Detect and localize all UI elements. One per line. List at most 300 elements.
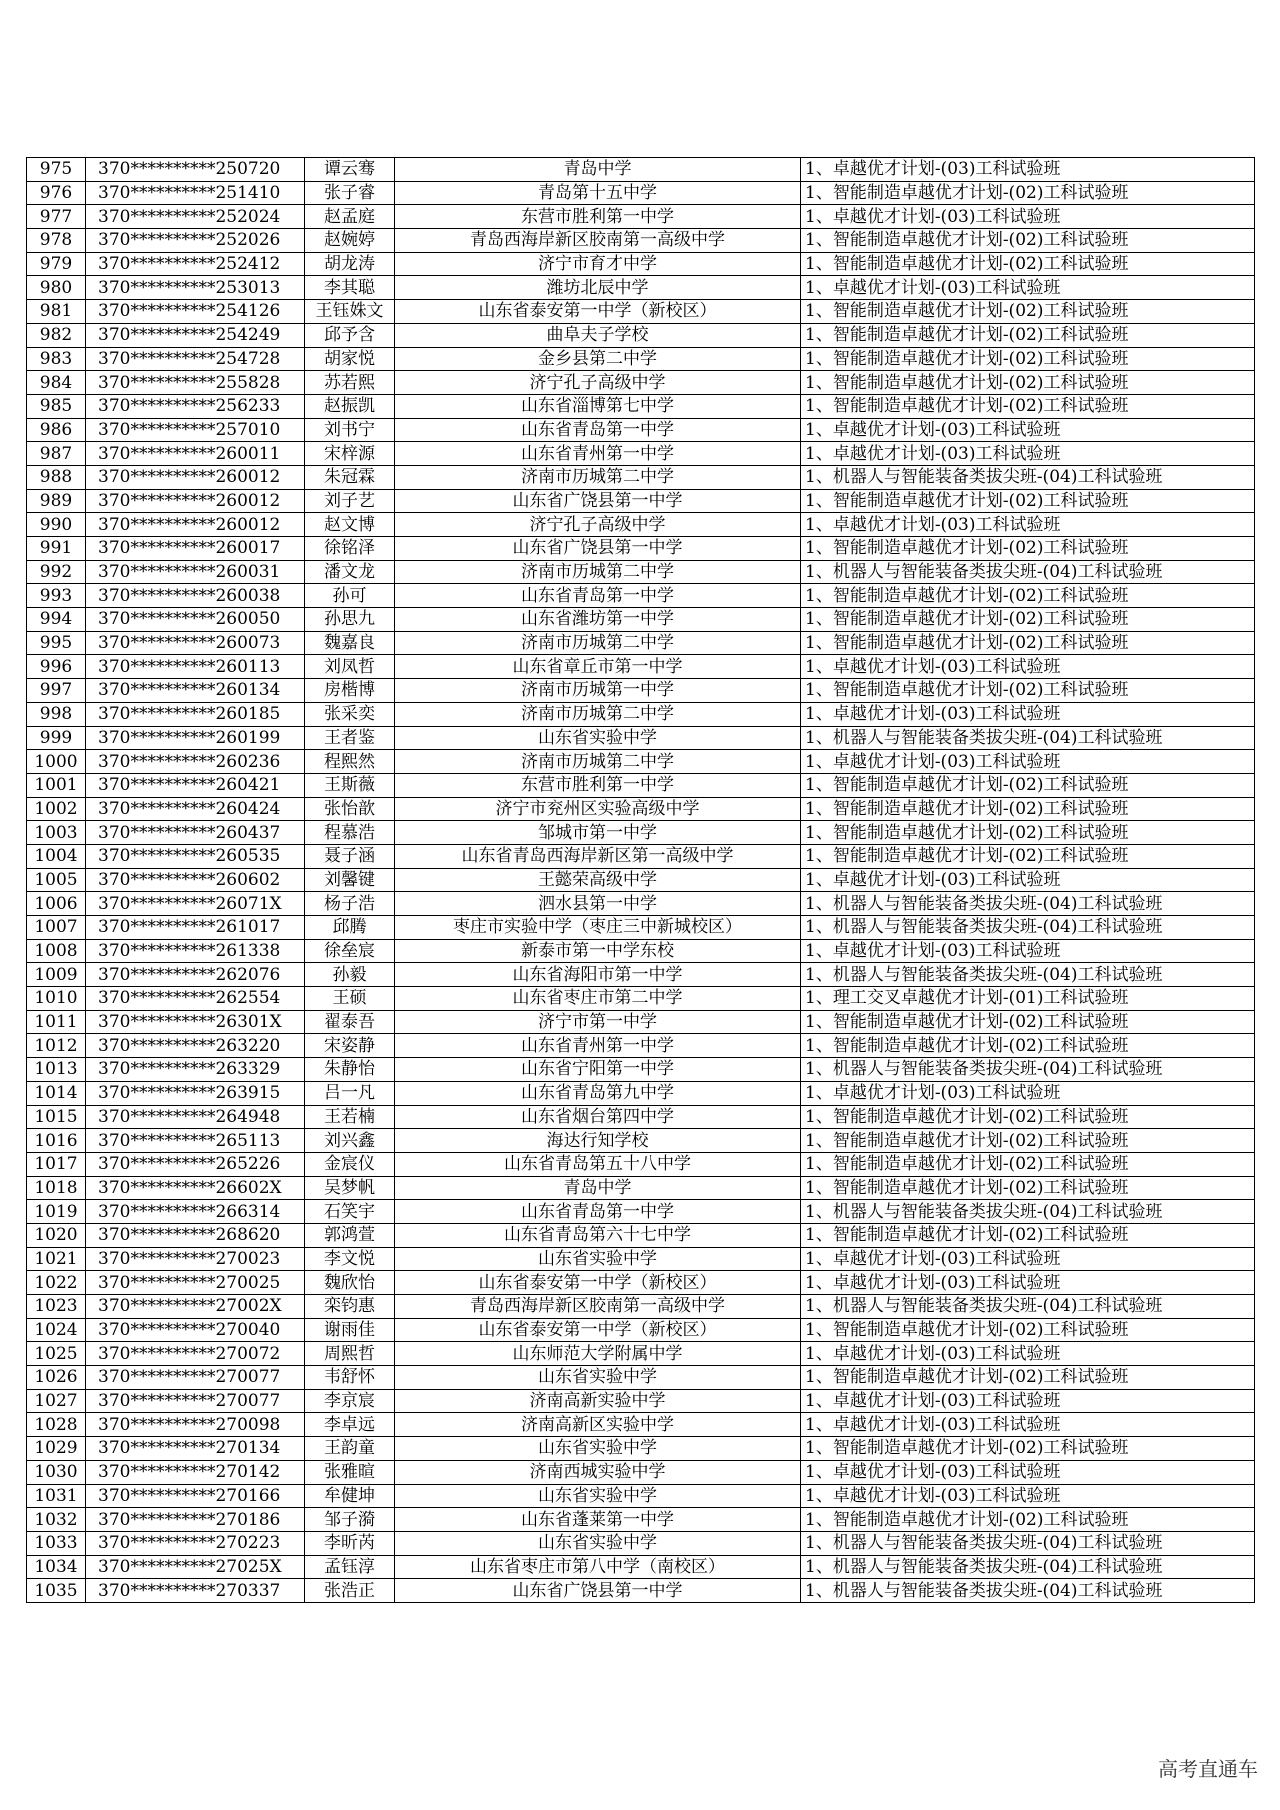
id-number-cell: 370**********260012	[86, 489, 305, 513]
program-name-cell: 1、智能制造卓越优才计划-(02)工科试验班	[801, 1034, 1255, 1058]
table-row	[27, 773, 1255, 797]
row-number-cell: 992	[27, 560, 86, 584]
table-row	[27, 916, 1255, 940]
table-row	[27, 371, 1255, 395]
table-row	[27, 205, 1255, 229]
program-name-cell: 1、智能制造卓越优才计划-(02)工科试验班	[801, 584, 1255, 608]
school-name-cell: 山东省广饶县第一中学	[395, 489, 801, 513]
student-name-cell: 谭云骞	[305, 158, 395, 182]
student-name-cell: 刘书宁	[305, 418, 395, 442]
id-number-cell: 370**********262076	[86, 963, 305, 987]
id-number-cell: 370**********261017	[86, 916, 305, 940]
school-name-cell: 潍坊北辰中学	[395, 276, 801, 300]
program-name-cell: 1、智能制造卓越优才计划-(02)工科试验班	[801, 323, 1255, 347]
table-row	[27, 1413, 1255, 1437]
school-name-cell: 泗水县第一中学	[395, 892, 801, 916]
student-name-cell: 张雅暄	[305, 1460, 395, 1484]
row-number-cell: 976	[27, 181, 86, 205]
table-row	[27, 1531, 1255, 1555]
student-name-cell: 房楷博	[305, 679, 395, 703]
id-number-cell: 370**********263329	[86, 1058, 305, 1082]
student-name-cell: 宋姿静	[305, 1034, 395, 1058]
id-number-cell: 370**********260535	[86, 844, 305, 868]
student-name-cell: 李文悦	[305, 1247, 395, 1271]
table-row	[27, 1058, 1255, 1082]
school-name-cell: 山东省淄博第七中学	[395, 394, 801, 418]
program-name-cell: 1、机器人与智能装备类拔尖班-(04)工科试验班	[801, 726, 1255, 750]
student-name-cell: 张子睿	[305, 181, 395, 205]
school-name-cell: 济宁市兖州区实验高级中学	[395, 797, 801, 821]
table-row	[27, 1579, 1255, 1603]
row-number-cell: 1013	[27, 1058, 86, 1082]
school-name-cell: 山东省青岛西海岸新区第一高级中学	[395, 844, 801, 868]
table-row	[27, 892, 1255, 916]
program-name-cell: 1、卓越优才计划-(03)工科试验班	[801, 418, 1255, 442]
table-row	[27, 608, 1255, 632]
row-number-cell: 1022	[27, 1271, 86, 1295]
table-row	[27, 394, 1255, 418]
student-name-cell: 王者鉴	[305, 726, 395, 750]
school-name-cell: 济南高新区实验中学	[395, 1413, 801, 1437]
table-row	[27, 323, 1255, 347]
student-name-cell: 朱静怡	[305, 1058, 395, 1082]
id-number-cell: 370**********270025	[86, 1271, 305, 1295]
student-name-cell: 胡龙涛	[305, 252, 395, 276]
id-number-cell: 370**********251410	[86, 181, 305, 205]
program-name-cell: 1、卓越优才计划-(03)工科试验班	[801, 158, 1255, 182]
row-number-cell: 981	[27, 300, 86, 324]
table-row	[27, 1010, 1255, 1034]
student-name-cell: 郭鸿萱	[305, 1223, 395, 1247]
program-name-cell: 1、智能制造卓越优才计划-(02)工科试验班	[801, 300, 1255, 324]
row-number-cell: 978	[27, 229, 86, 253]
table-row	[27, 1342, 1255, 1366]
id-number-cell: 370**********265113	[86, 1129, 305, 1153]
id-number-cell: 370**********260134	[86, 679, 305, 703]
student-name-cell: 王钰姝文	[305, 300, 395, 324]
program-name-cell: 1、智能制造卓越优才计划-(02)工科试验班	[801, 821, 1255, 845]
id-number-cell: 370**********27002X	[86, 1295, 305, 1319]
id-number-cell: 370**********270337	[86, 1579, 305, 1603]
school-name-cell: 山东省青岛第一中学	[395, 584, 801, 608]
student-name-cell: 魏欣怡	[305, 1271, 395, 1295]
program-name-cell: 1、卓越优才计划-(03)工科试验班	[801, 750, 1255, 774]
student-name-cell: 孙毅	[305, 963, 395, 987]
row-number-cell: 1020	[27, 1223, 86, 1247]
student-name-cell: 孙可	[305, 584, 395, 608]
student-name-cell: 张怡歆	[305, 797, 395, 821]
program-name-cell: 1、智能制造卓越优才计划-(02)工科试验班	[801, 1105, 1255, 1129]
table-row	[27, 1129, 1255, 1153]
school-name-cell: 山东省潍坊第一中学	[395, 608, 801, 632]
id-number-cell: 370**********270040	[86, 1318, 305, 1342]
table-row	[27, 560, 1255, 584]
student-name-cell: 刘凤哲	[305, 655, 395, 679]
row-number-cell: 991	[27, 537, 86, 561]
school-name-cell: 山东省实验中学	[395, 1531, 801, 1555]
student-name-cell: 程慕浩	[305, 821, 395, 845]
table-row	[27, 1460, 1255, 1484]
student-name-cell: 邱予含	[305, 323, 395, 347]
row-number-cell: 985	[27, 394, 86, 418]
program-name-cell: 1、智能制造卓越优才计划-(02)工科试验班	[801, 1152, 1255, 1176]
table-row	[27, 1555, 1255, 1579]
row-number-cell: 986	[27, 418, 86, 442]
school-name-cell: 济南西城实验中学	[395, 1460, 801, 1484]
student-name-cell: 邹子漪	[305, 1508, 395, 1532]
school-name-cell: 济南高新实验中学	[395, 1389, 801, 1413]
id-number-cell: 370**********270098	[86, 1413, 305, 1437]
school-name-cell: 山东省烟台第四中学	[395, 1105, 801, 1129]
school-name-cell: 王懿荣高级中学	[395, 868, 801, 892]
school-name-cell: 枣庄市实验中学（枣庄三中新城校区）	[395, 916, 801, 940]
program-name-cell: 1、卓越优才计划-(03)工科试验班	[801, 1247, 1255, 1271]
table-row	[27, 1152, 1255, 1176]
school-name-cell: 济宁孔子高级中学	[395, 371, 801, 395]
school-name-cell: 青岛中学	[395, 1176, 801, 1200]
program-name-cell: 1、智能制造卓越优才计划-(02)工科试验班	[801, 1318, 1255, 1342]
student-name-cell: 张浩正	[305, 1579, 395, 1603]
school-name-cell: 青岛第十五中学	[395, 181, 801, 205]
id-number-cell: 370**********254126	[86, 300, 305, 324]
school-name-cell: 山东省实验中学	[395, 1247, 801, 1271]
student-name-cell: 聂子涵	[305, 844, 395, 868]
program-name-cell: 1、机器人与智能装备类拔尖班-(04)工科试验班	[801, 560, 1255, 584]
id-number-cell: 370**********252026	[86, 229, 305, 253]
school-name-cell: 海达行知学校	[395, 1129, 801, 1153]
row-number-cell: 996	[27, 655, 86, 679]
id-number-cell: 370**********253013	[86, 276, 305, 300]
student-name-cell: 栾钧惠	[305, 1295, 395, 1319]
table-row	[27, 158, 1255, 182]
school-name-cell: 山东省泰安第一中学（新校区）	[395, 1271, 801, 1295]
student-name-cell: 韦舒怀	[305, 1366, 395, 1390]
student-name-cell: 孙思九	[305, 608, 395, 632]
program-name-cell: 1、卓越优才计划-(03)工科试验班	[801, 1389, 1255, 1413]
id-number-cell: 370**********260050	[86, 608, 305, 632]
row-number-cell: 994	[27, 608, 86, 632]
row-number-cell: 1001	[27, 773, 86, 797]
row-number-cell: 1003	[27, 821, 86, 845]
table-row	[27, 1508, 1255, 1532]
table-row	[27, 1176, 1255, 1200]
row-number-cell: 980	[27, 276, 86, 300]
row-number-cell: 1007	[27, 916, 86, 940]
school-name-cell: 山东省实验中学	[395, 1366, 801, 1390]
row-number-cell: 1011	[27, 1010, 86, 1034]
program-name-cell: 1、智能制造卓越优才计划-(02)工科试验班	[801, 1223, 1255, 1247]
program-name-cell: 1、智能制造卓越优才计划-(02)工科试验班	[801, 608, 1255, 632]
row-number-cell: 988	[27, 465, 86, 489]
student-name-cell: 朱冠霖	[305, 465, 395, 489]
table-row	[27, 537, 1255, 561]
school-name-cell: 青岛西海岸新区胶南第一高级中学	[395, 229, 801, 253]
school-name-cell: 山东省青岛第一中学	[395, 1200, 801, 1224]
school-name-cell: 东营市胜利第一中学	[395, 773, 801, 797]
school-name-cell: 山东省泰安第一中学（新校区）	[395, 300, 801, 324]
id-number-cell: 370**********270077	[86, 1389, 305, 1413]
program-name-cell: 1、卓越优才计划-(03)工科试验班	[801, 205, 1255, 229]
school-name-cell: 东营市胜利第一中学	[395, 205, 801, 229]
school-name-cell: 济南市历城第二中学	[395, 702, 801, 726]
id-number-cell: 370**********263220	[86, 1034, 305, 1058]
program-name-cell: 1、智能制造卓越优才计划-(02)工科试验班	[801, 489, 1255, 513]
school-name-cell: 青岛西海岸新区胶南第一高级中学	[395, 1295, 801, 1319]
table-row	[27, 489, 1255, 513]
table-row	[27, 442, 1255, 466]
school-name-cell: 山东省实验中学	[395, 726, 801, 750]
table-row	[27, 1389, 1255, 1413]
row-number-cell: 1002	[27, 797, 86, 821]
program-name-cell: 1、卓越优才计划-(03)工科试验班	[801, 1413, 1255, 1437]
program-name-cell: 1、卓越优才计划-(03)工科试验班	[801, 442, 1255, 466]
table-row	[27, 1034, 1255, 1058]
row-number-cell: 989	[27, 489, 86, 513]
school-name-cell: 山东省蓬莱第一中学	[395, 1508, 801, 1532]
program-name-cell: 1、卓越优才计划-(03)工科试验班	[801, 868, 1255, 892]
table-row	[27, 963, 1255, 987]
student-name-cell: 魏嘉良	[305, 631, 395, 655]
id-number-cell: 370**********260199	[86, 726, 305, 750]
program-name-cell: 1、机器人与智能装备类拔尖班-(04)工科试验班	[801, 1058, 1255, 1082]
table-row	[27, 679, 1255, 703]
program-name-cell: 1、智能制造卓越优才计划-(02)工科试验班	[801, 537, 1255, 561]
student-name-cell: 赵文博	[305, 513, 395, 537]
id-number-cell: 370**********264948	[86, 1105, 305, 1129]
row-number-cell: 1032	[27, 1508, 86, 1532]
program-name-cell: 1、机器人与智能装备类拔尖班-(04)工科试验班	[801, 963, 1255, 987]
school-name-cell: 邹城市第一中学	[395, 821, 801, 845]
row-number-cell: 983	[27, 347, 86, 371]
row-number-cell: 1030	[27, 1460, 86, 1484]
student-name-cell: 宋梓源	[305, 442, 395, 466]
id-number-cell: 370**********262554	[86, 987, 305, 1011]
school-name-cell: 金乡县第二中学	[395, 347, 801, 371]
table-row	[27, 726, 1255, 750]
table-row	[27, 631, 1255, 655]
program-name-cell: 1、卓越优才计划-(03)工科试验班	[801, 513, 1255, 537]
row-number-cell: 1017	[27, 1152, 86, 1176]
student-name-cell: 王韵童	[305, 1437, 395, 1461]
school-name-cell: 山东省实验中学	[395, 1437, 801, 1461]
school-name-cell: 山东省泰安第一中学（新校区）	[395, 1318, 801, 1342]
id-number-cell: 370**********270166	[86, 1484, 305, 1508]
program-name-cell: 1、卓越优才计划-(03)工科试验班	[801, 1484, 1255, 1508]
table-row	[27, 797, 1255, 821]
student-name-cell: 潘文龙	[305, 560, 395, 584]
row-number-cell: 1033	[27, 1531, 86, 1555]
id-number-cell: 370**********255828	[86, 371, 305, 395]
school-name-cell: 新泰市第一中学东校	[395, 939, 801, 963]
row-number-cell: 1005	[27, 868, 86, 892]
table-row	[27, 750, 1255, 774]
student-name-cell: 石笑宇	[305, 1200, 395, 1224]
table-row	[27, 1437, 1255, 1461]
program-name-cell: 1、机器人与智能装备类拔尖班-(04)工科试验班	[801, 1579, 1255, 1603]
table-row	[27, 584, 1255, 608]
school-name-cell: 山东师范大学附属中学	[395, 1342, 801, 1366]
school-name-cell: 山东省章丘市第一中学	[395, 655, 801, 679]
student-name-cell: 李昕芮	[305, 1531, 395, 1555]
table-row	[27, 1081, 1255, 1105]
row-number-cell: 998	[27, 702, 86, 726]
student-name-cell: 王硕	[305, 987, 395, 1011]
table-row	[27, 939, 1255, 963]
table-row	[27, 1271, 1255, 1295]
row-number-cell: 1010	[27, 987, 86, 1011]
program-name-cell: 1、理工交叉卓越优才计划-(01)工科试验班	[801, 987, 1255, 1011]
row-number-cell: 997	[27, 679, 86, 703]
row-number-cell: 1016	[27, 1129, 86, 1153]
row-number-cell: 1014	[27, 1081, 86, 1105]
program-name-cell: 1、机器人与智能装备类拔尖班-(04)工科试验班	[801, 1555, 1255, 1579]
student-name-cell: 周熙哲	[305, 1342, 395, 1366]
program-name-cell: 1、机器人与智能装备类拔尖班-(04)工科试验班	[801, 1295, 1255, 1319]
school-name-cell: 济南市历城第一中学	[395, 679, 801, 703]
id-number-cell: 370**********260011	[86, 442, 305, 466]
row-number-cell: 1012	[27, 1034, 86, 1058]
row-number-cell: 1029	[27, 1437, 86, 1461]
program-name-cell: 1、卓越优才计划-(03)工科试验班	[801, 1460, 1255, 1484]
school-name-cell: 山东省青州第一中学	[395, 442, 801, 466]
admission-table	[26, 157, 1255, 1603]
row-number-cell: 995	[27, 631, 86, 655]
program-name-cell: 1、卓越优才计划-(03)工科试验班	[801, 276, 1255, 300]
student-name-cell: 李卓远	[305, 1413, 395, 1437]
program-name-cell: 1、智能制造卓越优才计划-(02)工科试验班	[801, 394, 1255, 418]
student-name-cell: 王斯薇	[305, 773, 395, 797]
table-row	[27, 821, 1255, 845]
program-name-cell: 1、智能制造卓越优才计划-(02)工科试验班	[801, 797, 1255, 821]
program-name-cell: 1、机器人与智能装备类拔尖班-(04)工科试验班	[801, 1531, 1255, 1555]
table-row	[27, 513, 1255, 537]
table-row	[27, 702, 1255, 726]
table-row	[27, 1366, 1255, 1390]
table-row	[27, 1295, 1255, 1319]
school-name-cell: 山东省青州第一中学	[395, 1034, 801, 1058]
table-row	[27, 1105, 1255, 1129]
program-name-cell: 1、卓越优才计划-(03)工科试验班	[801, 1271, 1255, 1295]
id-number-cell: 370**********257010	[86, 418, 305, 442]
id-number-cell: 370**********27025X	[86, 1555, 305, 1579]
program-name-cell: 1、智能制造卓越优才计划-(02)工科试验班	[801, 773, 1255, 797]
school-name-cell: 济宁孔子高级中学	[395, 513, 801, 537]
table-row	[27, 465, 1255, 489]
id-number-cell: 370**********254249	[86, 323, 305, 347]
student-name-cell: 杨子浩	[305, 892, 395, 916]
school-name-cell: 济南市历城第二中学	[395, 465, 801, 489]
table-row	[27, 844, 1255, 868]
id-number-cell: 370**********26602X	[86, 1176, 305, 1200]
program-name-cell: 1、智能制造卓越优才计划-(02)工科试验班	[801, 1176, 1255, 1200]
row-number-cell: 1006	[27, 892, 86, 916]
school-name-cell: 山东省广饶县第一中学	[395, 537, 801, 561]
watermark: 高考直通车	[1158, 1757, 1258, 1781]
row-number-cell: 1009	[27, 963, 86, 987]
id-number-cell: 370**********260421	[86, 773, 305, 797]
row-number-cell: 1031	[27, 1484, 86, 1508]
school-name-cell: 济宁市第一中学	[395, 1010, 801, 1034]
school-name-cell: 山东省青岛第一中学	[395, 418, 801, 442]
id-number-cell: 370**********254728	[86, 347, 305, 371]
student-name-cell: 金宸仪	[305, 1152, 395, 1176]
id-number-cell: 370**********26301X	[86, 1010, 305, 1034]
table-row	[27, 655, 1255, 679]
student-name-cell: 王若楠	[305, 1105, 395, 1129]
program-name-cell: 1、机器人与智能装备类拔尖班-(04)工科试验班	[801, 916, 1255, 940]
student-name-cell: 徐垒宸	[305, 939, 395, 963]
table-row	[27, 987, 1255, 1011]
table-row	[27, 868, 1255, 892]
school-name-cell: 济南市历城第二中学	[395, 750, 801, 774]
id-number-cell: 370**********260437	[86, 821, 305, 845]
student-name-cell: 刘兴鑫	[305, 1129, 395, 1153]
school-name-cell: 山东省海阳市第一中学	[395, 963, 801, 987]
id-number-cell: 370**********252412	[86, 252, 305, 276]
row-number-cell: 984	[27, 371, 86, 395]
program-name-cell: 1、智能制造卓越优才计划-(02)工科试验班	[801, 844, 1255, 868]
id-number-cell: 370**********263915	[86, 1081, 305, 1105]
program-name-cell: 1、智能制造卓越优才计划-(02)工科试验班	[801, 1129, 1255, 1153]
row-number-cell: 977	[27, 205, 86, 229]
id-number-cell: 370**********260031	[86, 560, 305, 584]
student-name-cell: 邱腾	[305, 916, 395, 940]
program-name-cell: 1、智能制造卓越优才计划-(02)工科试验班	[801, 1366, 1255, 1390]
row-number-cell: 1026	[27, 1366, 86, 1390]
school-name-cell: 山东省青岛第九中学	[395, 1081, 801, 1105]
row-number-cell: 999	[27, 726, 86, 750]
school-name-cell: 山东省枣庄市第八中学（南校区）	[395, 1555, 801, 1579]
row-number-cell: 1021	[27, 1247, 86, 1271]
table-row	[27, 1200, 1255, 1224]
student-name-cell: 孟钰淳	[305, 1555, 395, 1579]
student-name-cell: 赵婉婷	[305, 229, 395, 253]
row-number-cell: 1025	[27, 1342, 86, 1366]
row-number-cell: 1008	[27, 939, 86, 963]
id-number-cell: 370**********260017	[86, 537, 305, 561]
program-name-cell: 1、智能制造卓越优才计划-(02)工科试验班	[801, 371, 1255, 395]
school-name-cell: 济南市历城第二中学	[395, 631, 801, 655]
program-name-cell: 1、智能制造卓越优才计划-(02)工科试验班	[801, 631, 1255, 655]
table-row	[27, 1318, 1255, 1342]
program-name-cell: 1、卓越优才计划-(03)工科试验班	[801, 655, 1255, 679]
id-number-cell: 370**********260113	[86, 655, 305, 679]
table-row	[27, 418, 1255, 442]
table-row	[27, 276, 1255, 300]
row-number-cell: 1023	[27, 1295, 86, 1319]
student-name-cell: 程熙然	[305, 750, 395, 774]
row-number-cell: 1027	[27, 1389, 86, 1413]
student-name-cell: 翟泰吾	[305, 1010, 395, 1034]
program-name-cell: 1、智能制造卓越优才计划-(02)工科试验班	[801, 229, 1255, 253]
id-number-cell: 370**********260602	[86, 868, 305, 892]
school-name-cell: 济宁市育才中学	[395, 252, 801, 276]
program-name-cell: 1、卓越优才计划-(03)工科试验班	[801, 1342, 1255, 1366]
id-number-cell: 370**********261338	[86, 939, 305, 963]
table-row	[27, 229, 1255, 253]
id-number-cell: 370**********265226	[86, 1152, 305, 1176]
row-number-cell: 975	[27, 158, 86, 182]
id-number-cell: 370**********270077	[86, 1366, 305, 1390]
row-number-cell: 1004	[27, 844, 86, 868]
table-row	[27, 1223, 1255, 1247]
row-number-cell: 1015	[27, 1105, 86, 1129]
school-name-cell: 山东省青岛第五十八中学	[395, 1152, 801, 1176]
student-name-cell: 徐铭泽	[305, 537, 395, 561]
row-number-cell: 982	[27, 323, 86, 347]
school-name-cell: 山东省实验中学	[395, 1484, 801, 1508]
student-name-cell: 赵振凯	[305, 394, 395, 418]
